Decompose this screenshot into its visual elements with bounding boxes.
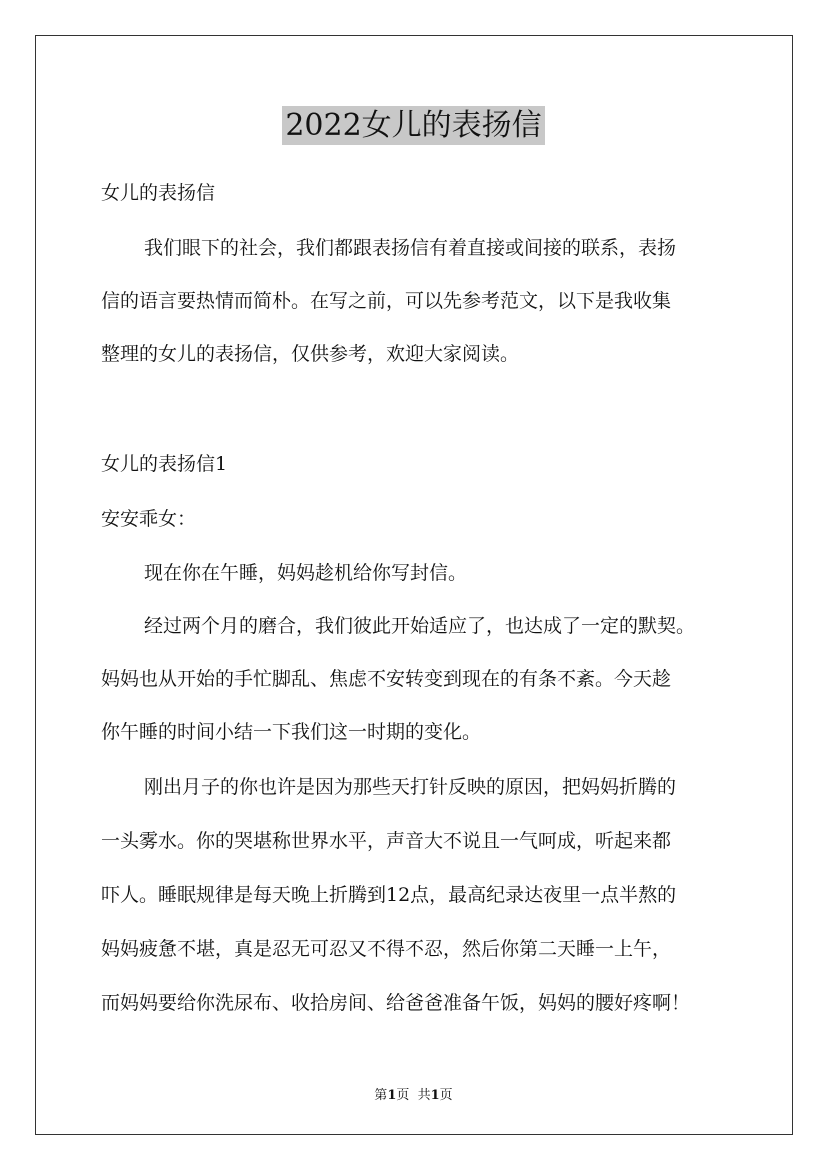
footer-prefix: 第 [374,1088,388,1103]
salutation: 安安乖女： [101,508,197,530]
body-line: 而妈妈要给你洗尿布、收拾房间、给爸爸准备午饭，妈妈的腰好疼啊！ [101,992,691,1014]
section-heading: 女儿的表扬信1 [101,453,228,475]
intro-line: 我们眼下的社会，我们都跟表扬信有着直接或间接的联系，表扬 [144,237,677,259]
body-line: 经过两个月的磨合，我们彼此开始适应了，也达成了一定的默契。 [144,615,696,637]
subtitle: 女儿的表扬信 [101,182,216,204]
footer-page-total: 1 [430,1088,440,1103]
footer-page-current: 1 [387,1088,397,1103]
body-line: 一头雾水。你的哭堪称世界水平，声音大不说且一气呵成，听起来都 [101,830,672,852]
page-footer [0,1084,827,1103]
intro-line: 整理的女儿的表扬信，仅供参考，欢迎大家阅读。 [101,343,520,365]
footer-mid: 页 共 [396,1088,431,1103]
intro-line: 信的语言要热情而简朴。在写之前，可以先参考范文，以下是我收集 [101,290,672,312]
document-title-text: 2022女儿的表扬信 [282,106,544,145]
body-line: 妈妈疲惫不堪，真是忍无可忍又不得不忍，然后你第二天睡一上午， [101,938,672,960]
body-line: 刚出月子的你也许是因为那些天打针反映的原因，把妈妈折腾的 [144,776,677,798]
body-line: 你午睡的时间小结一下我们这一时期的变化。 [101,721,482,743]
document-title [0,100,827,144]
footer-suffix: 页 [439,1088,453,1103]
body-line: 吓人。睡眠规律是每天晚上折腾到12点，最高纪录达夜里一点半熬的 [101,884,677,906]
body-line: 现在你在午睡，妈妈趁机给你写封信。 [144,562,468,584]
body-line: 妈妈也从开始的手忙脚乱、焦虑不安转变到现在的有条不紊。今天趁 [101,668,672,690]
